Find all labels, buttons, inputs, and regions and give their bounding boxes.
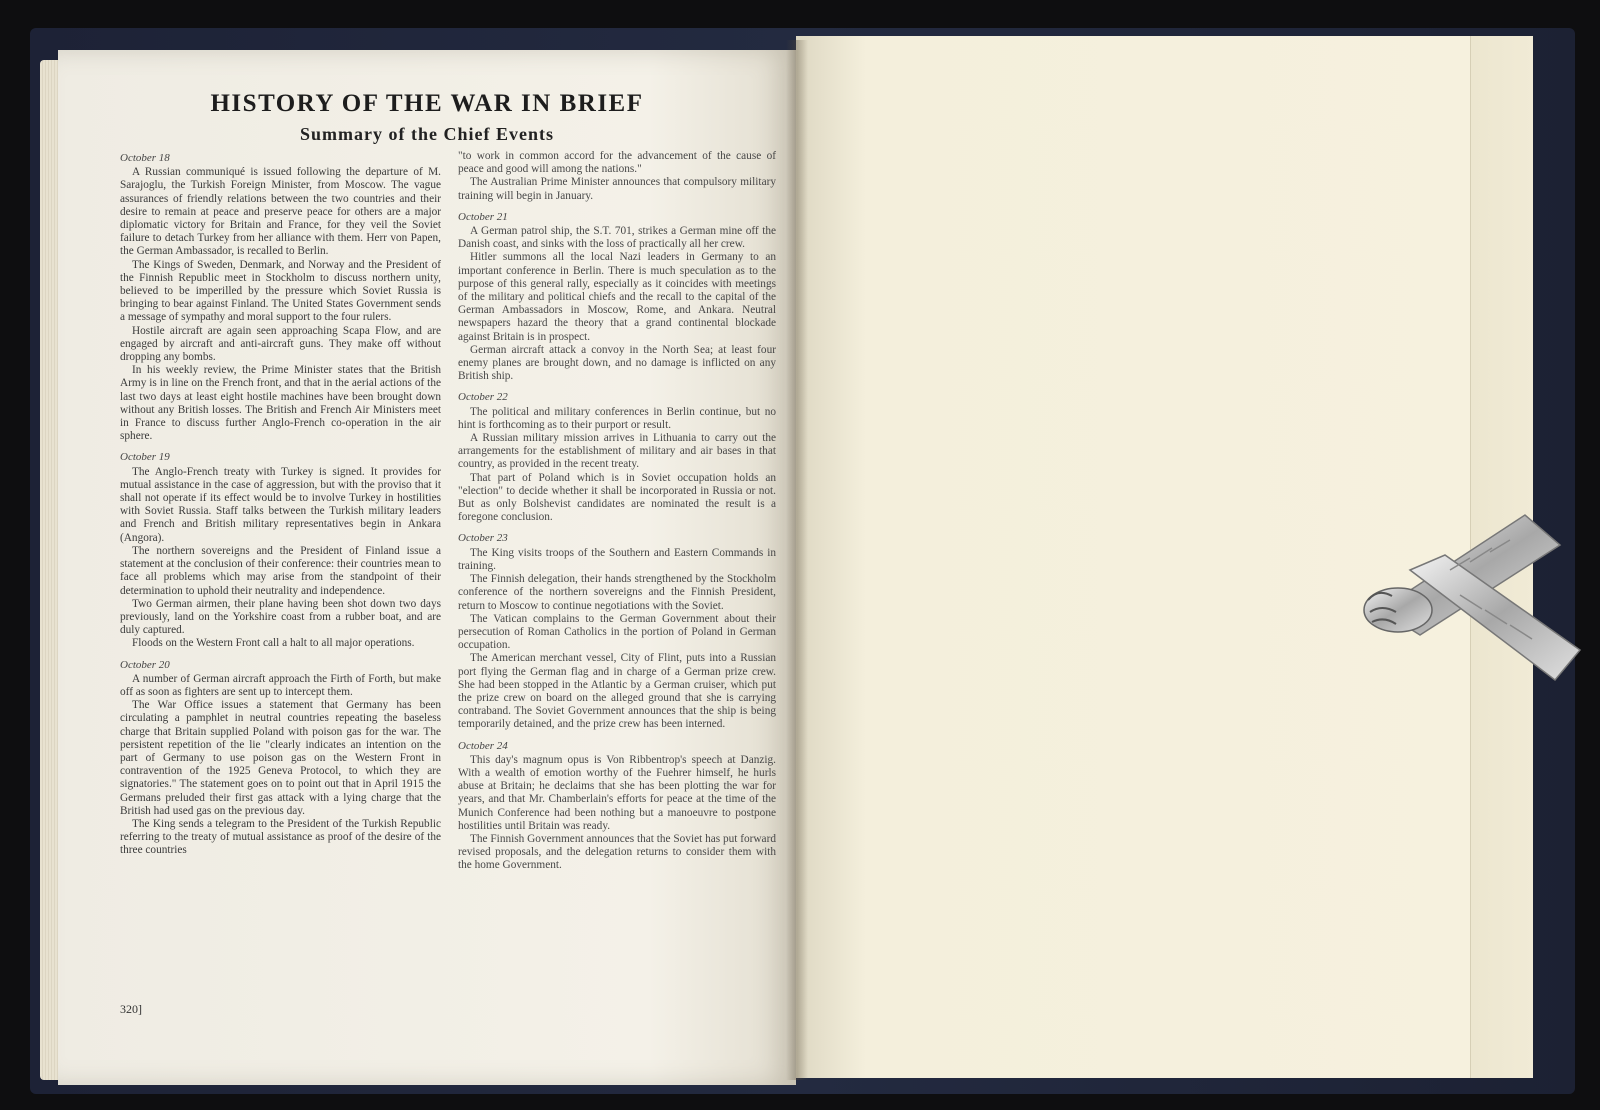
event-paragraph: The Australian Prime Minister announces that compulsory military training will begin in January. — [458, 176, 776, 202]
text-column-right — [458, 150, 776, 873]
date-heading: October 18 — [120, 152, 170, 164]
event-paragraph: The Kings of Sweden, Denmark, and Norway and the President of the Finnish Republic meet in Stockholm to discuss northern unity, believed to be imperilled by the pressure which Soviet Russia is bringing to bear against Finland. The United States Government sends a message of sympathy and moral support to the four rulers. — [120, 258, 441, 324]
event-paragraph: The Vatican complains to the German Government about their persecution of Roman Catholics in the portion of Poland in German occupation. — [458, 612, 776, 652]
event-paragraph: The American merchant vessel, City of Flint, puts into a Russian port flying the German flag and in charge of a German prize crew. She had been stopped in the Atlantic by a German cruiser, which put the prize crew on board on the alleged ground that she is carrying contraband. The Soviet Government announces that the ship is being temporarily detained, and the prize crew has been interned. — [458, 652, 776, 731]
event-paragraph: Floods on the Western Front call a halt to all major operations. — [132, 637, 415, 650]
event-paragraph: The Finnish Government announces that the Soviet has put forward revised proposals, and the delegation returns to consider them with the home Government. — [458, 832, 776, 872]
book-gutter — [786, 40, 808, 1080]
date-heading: October 22 — [458, 391, 508, 404]
page-number: 320] — [120, 1002, 142, 1016]
event-paragraph: A German patrol ship, the S.T. 701, strikes a German mine off the Danish coast, and sinks with the loss of practically all her crew. — [458, 225, 776, 251]
event-paragraph: Two German airmen, their plane having been shot down two days previously, land on the Yorkshire coast from a rubber boat, and are duly captured. — [120, 597, 441, 637]
date-heading: October 20 — [120, 658, 170, 671]
event-paragraph: "to work in common accord for the advancement of the cause of peace and good will among the nations." — [458, 150, 776, 176]
event-paragraph: The political and military conferences in Berlin continue, but no hint is forthcoming as to their purport or result. — [458, 405, 776, 431]
event-paragraph: The King visits troops of the Southern and Eastern Commands in training. — [458, 546, 776, 572]
event-paragraph: A Russian military mission arrives in Lithuania to carry out the arrangements for the establishment of military and air bases in that country, as provided in the recent treaty. — [458, 432, 776, 471]
event-paragraph: A number of German aircraft approach the Firth of Forth, but make off as soon as fighters are sent up to intercept them. — [120, 672, 441, 698]
event-paragraph: A Russian communiqué is issued following the departure of M. Sarajoglu, the Turkish Foreign Minister, from Moscow. The vague assurances of friendly relations between the two countries and their desire to remain at peace and preserve peace for others are a major diplomatic victory for Britain and France, for they veil the Soviet failure to detach Turkey from her alliance with them. Herr von Papen, the German Ambassador, is recalled to Berlin. — [120, 166, 441, 258]
date-heading: October 19 — [120, 451, 170, 464]
date-heading: October 23 — [458, 532, 508, 545]
event-paragraph: In his weekly review, the Prime Minister states that the British Army is in line on the French front, and that in the aerial actions of the last two days at least eight hostile machines have been brought down without any British losses. The British and French Air Ministers meet in France to discuss further Anglo-French co-operation in the air sphere. — [120, 364, 441, 443]
event-paragraph: The War Office issues a statement that Germany has been circulating a pamphlet in neutral countries repeating the baseless charge that Britain supplied Poland with poison gas for the war. The persistent repetition of the lie "clearly indicates an intention on the part of Germany to use poison gas on the Western Front in contravention of the 1925 Geneva Protocol, to which they are signatories." The statement goes on to point out that in April 1915 the Germans preluded their first gas attack with a lying charge that the British had used gas on the previous day. — [120, 699, 441, 817]
date-heading: October 24 — [458, 739, 508, 752]
event-paragraph: Hostile aircraft are again seen approaching Scapa Flow, and are engaged by aircraft and anti-aircraft guns. They make off without dropping any bombs. — [120, 324, 441, 364]
page-subtitle: Summary of the Chief Events — [300, 124, 554, 144]
text-column-left — [120, 150, 441, 858]
event-paragraph: That part of Poland which is in Soviet occupation holds an "election" to decide whether it shall be incorporated in Russia or not. But as only Bolshevist candidates are nominated the result is a foregone conclusion. — [458, 471, 776, 524]
event-paragraph: The northern sovereigns and the President of Finland issue a statement at the conclusion of their conference: their countries mean to face all problems which may arise from the standpoint of their determination to uphold their neutrality and independence. — [120, 544, 441, 597]
event-paragraph: Hitler summons all the local Nazi leaders in Germany to an important conference in Berlin. There is much speculation as to the purpose of this general rally, especially as it coincides with meetings of the military and political chiefs and the recall to the capital of the German Ambassadors in Moscow, Rome, and Ankara. Neutral newspapers hazard the theory that a grand continental blockade against Britain is in prospect. — [458, 251, 776, 343]
event-paragraph: German aircraft attack a convoy in the North Sea; at least four enemy planes are brought down, and no damage is inflicted on any British ship. — [458, 343, 776, 383]
date-heading: October 21 — [458, 210, 508, 223]
event-paragraph: The Finnish delegation, their hands strengthened by the Stockholm conference of the northern sovereigns and the Finnish President, return to Moscow to continue negotiations with the Soviet. — [458, 573, 776, 612]
event-paragraph: The Anglo-French treaty with Turkey is signed. It provides for mutual assistance in the case of aggression, but with the proviso that it shall not operate if its effect would be to involve Turkey in hostilities with Soviet Russia. Staff talks between the Turkish military leaders and French and British military representatives begin in Ankara (Angora). — [120, 465, 441, 544]
page-title: HISTORY OF THE WAR IN BRIEF — [210, 90, 644, 117]
event-paragraph: This day's magnum opus is Von Ribbentrop's speech at Danzig. With a wealth of emotion worthy of the Fuehrer himself, he hurls abuse at Britain; he declaims that she has been plotting the war for years, and that Mr. Chamberlain's efforts for peace at the time of the Munich Conference had been nothing but a manoeuvre to postpone hostilities until Britain was ready. — [458, 753, 776, 832]
event-paragraph: The King sends a telegram to the President of the Turkish Republic referring to the treaty of mutual assistance as proof of the desire of the three countries — [120, 817, 441, 857]
metal-bookmark-clip-icon — [1350, 500, 1600, 700]
